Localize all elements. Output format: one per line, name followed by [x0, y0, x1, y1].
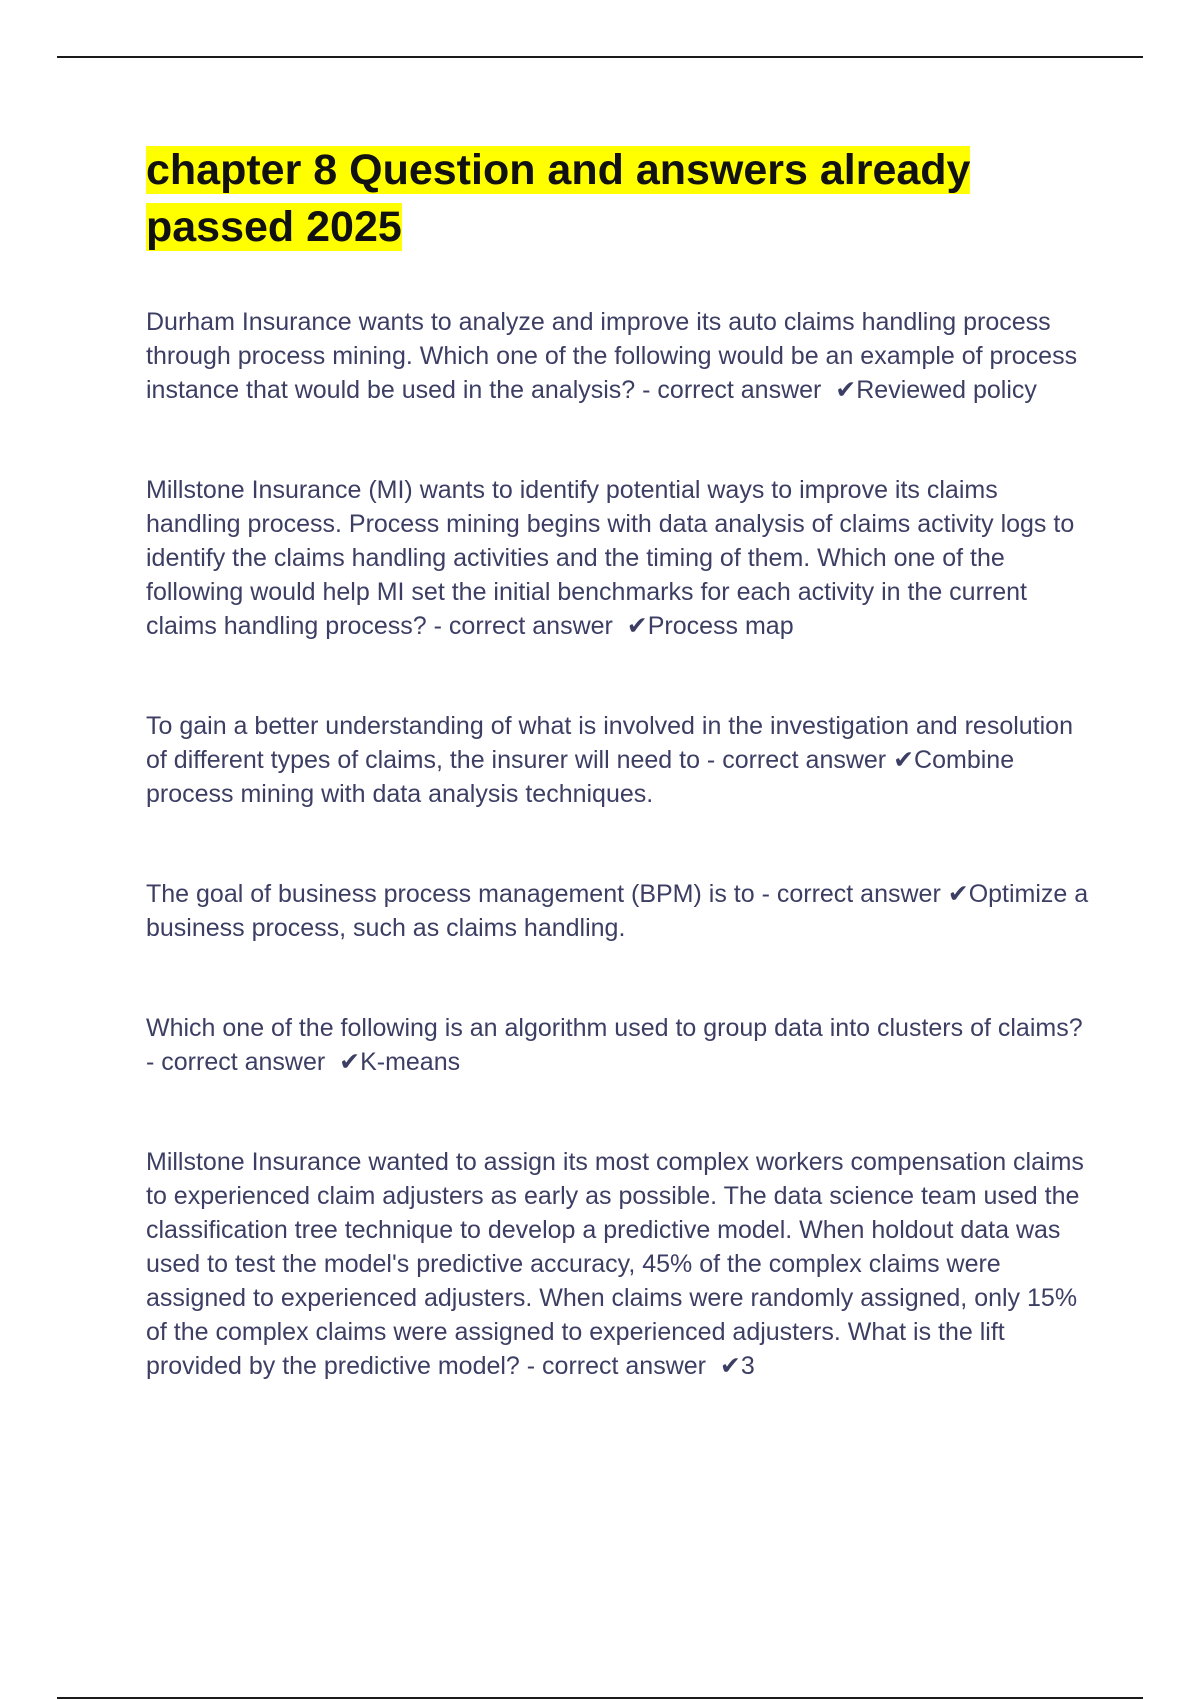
checkmark-icon: ✔	[947, 880, 969, 908]
question-text: To gain a better understanding of what is involved in the investigation and resolution of different types of claims, the insurer will need to - correct answer	[146, 712, 1073, 774]
answer-text: Process map	[647, 612, 794, 640]
question-text: Millstone Insurance wanted to assign its most complex workers compensation claims to experienced claim adjusters as early as possible. The data science team used the classification tree technique to develop a predictive model. When holdout data was used to test the model's predictive accuracy, 45% of the complex claims were assigned to experienced adjusters. When claims were randomly assigned, only 15% of the complex claims were assigned to experienced adjusters. What is the lift provided by the predictive model? - correct answer	[146, 1148, 1084, 1380]
bottom-rule	[57, 1697, 1143, 1699]
qa-item-1	[146, 305, 1096, 407]
checkmark-icon: ✔	[719, 1352, 741, 1380]
checkmark-icon: ✔	[626, 612, 648, 640]
question-text: Which one of the following is an algorithm used to group data into clusters of claims? - correct answer	[146, 1014, 1083, 1076]
qa-item-6	[146, 1145, 1096, 1383]
answer-text: 3	[740, 1352, 755, 1380]
answer-text: Reviewed policy	[856, 376, 1037, 404]
answer-text: Combine process mining with data analysis techniques.	[146, 746, 1015, 808]
qa-item-5	[146, 1011, 1096, 1079]
answer-text: Optimize a business process, such as claims handling.	[146, 880, 1089, 942]
document-title	[146, 142, 1106, 256]
question-text: Millstone Insurance (MI) wants to identify potential ways to improve its claims handling process. Process mining begins with data analysis of claims activity logs to identify the claims handling activities and the timing of them. Which one of the following would help MI set the initial benchmarks for each activity in the current claims handling process? - correct answer	[146, 476, 1075, 640]
top-rule	[57, 56, 1143, 58]
qa-item-3	[146, 709, 1096, 811]
title-highlight: chapter 8 Question and answers already passed 2025	[146, 146, 971, 251]
checkmark-icon: ✔	[835, 376, 857, 404]
checkmark-icon: ✔	[339, 1048, 361, 1076]
qa-list	[146, 305, 1096, 1383]
answer-text: K-means	[360, 1048, 461, 1076]
checkmark-icon: ✔	[893, 746, 915, 774]
qa-item-4	[146, 877, 1096, 945]
question-text: Durham Insurance wants to analyze and improve its auto claims handling process through process mining. Which one of the following would be an example of process instance that would be used in the analysis? - correct answer	[146, 308, 1078, 404]
qa-item-2	[146, 473, 1096, 643]
question-text: The goal of business process management (BPM) is to - correct answer	[146, 880, 941, 908]
